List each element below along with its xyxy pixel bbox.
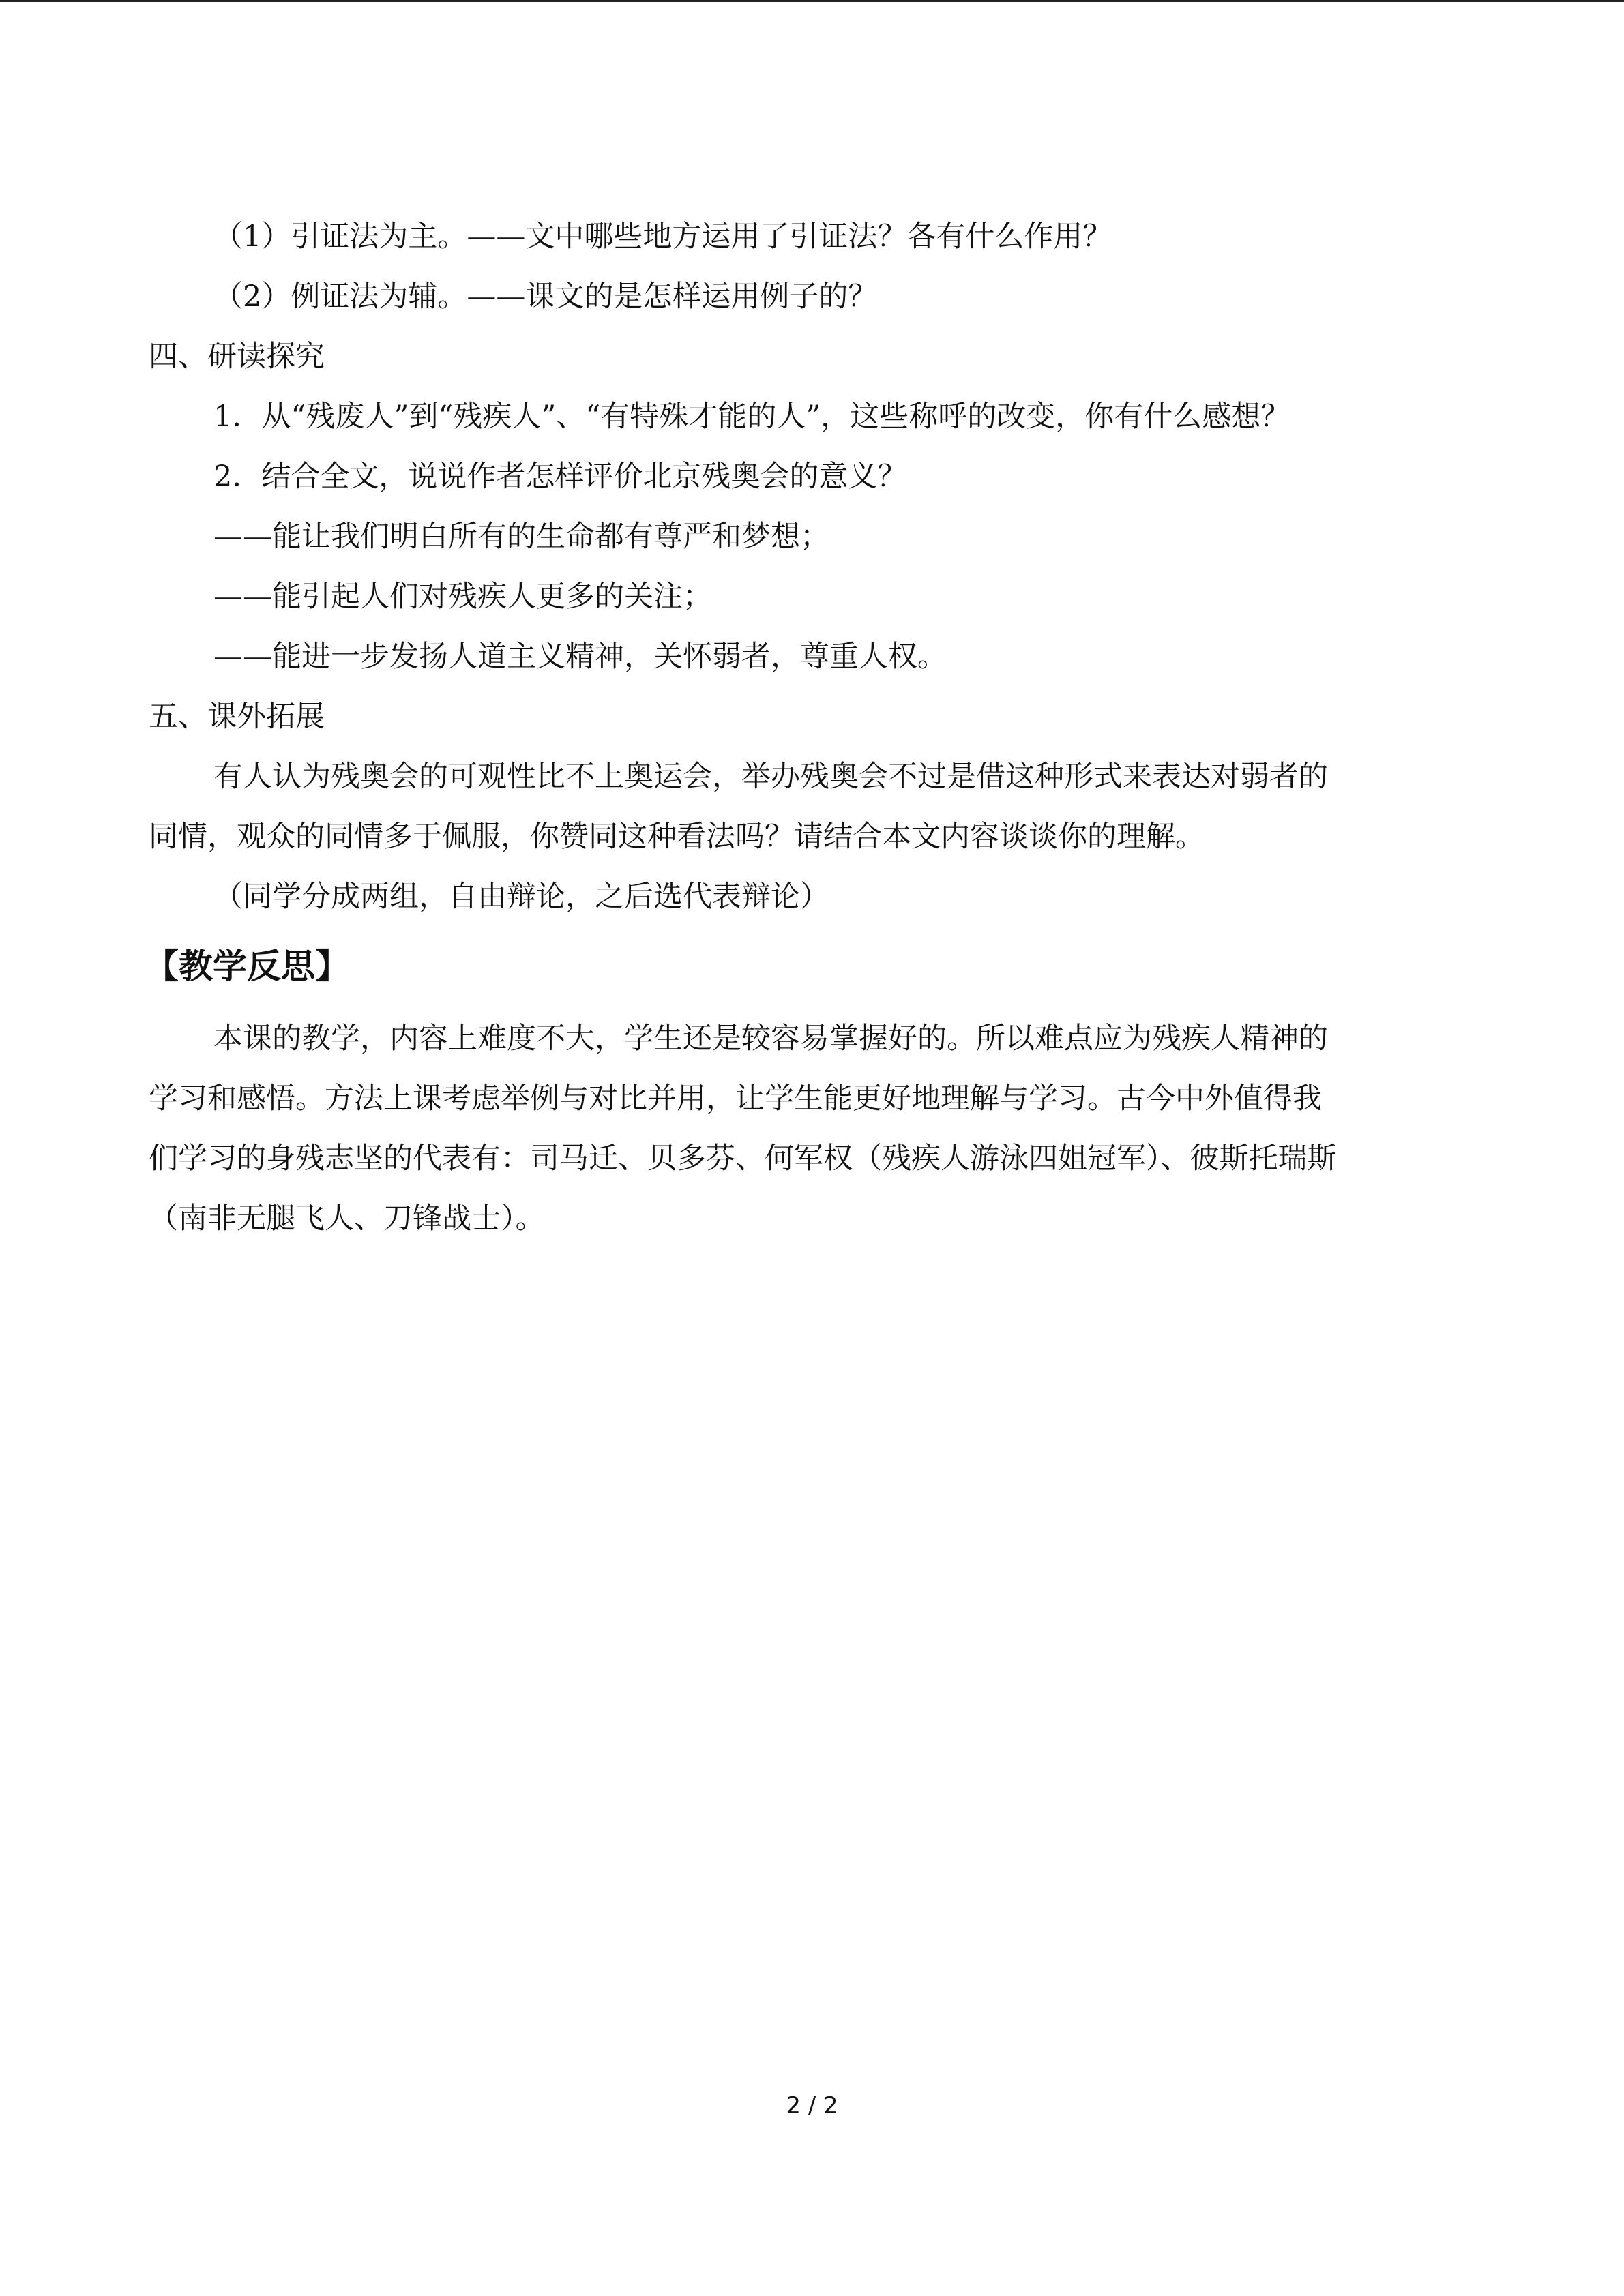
reflection-line-3: 们学习的身残志坚的代表有：司马迁、贝多芬、何军权（残疾人游泳四姐冠军）、彼斯托瑞斯: [149, 1142, 1337, 1176]
extension-note: （同学分成两组，自由辩论，之后选代表辩论）: [213, 880, 829, 914]
reflection-line-4: （南非无腿飞人、刀锋战士）。: [149, 1202, 545, 1236]
document-body: [145, 207, 1479, 1249]
answer-point-2: ——能引起人们对残疾人更多的关注；: [213, 580, 712, 614]
page-number: 2 / 2: [786, 2092, 838, 2119]
method-line-1: （1）引证法为主。——文中哪些地方运用了引证法？各有什么作用？: [213, 220, 1112, 254]
answer-point-3: ——能进一步发扬人道主义精神，关怀弱者，尊重人权。: [213, 640, 947, 674]
question-1: 1．从“残废人”到“残疾人”、“有特殊才能的人”，这些称呼的改变，你有什么感想？: [213, 400, 1290, 434]
section-heading-research: 四、研读探究: [149, 340, 325, 374]
extension-paragraph-line-1: 有人认为残奥会的可观性比不上奥运会，举办残奥会不过是借这种形式来表达对弱者的: [213, 760, 1328, 794]
answer-point-1: ——能让我们明白所有的生命都有尊严和梦想；: [213, 520, 829, 554]
question-2: 2．结合全文，说说作者怎样评价北京残奥会的意义？: [213, 460, 907, 494]
extension-paragraph-line-2: 同情，观众的同情多于佩服，你赞同这种看法吗？请结合本文内容谈谈你的理解。: [149, 820, 1205, 854]
reflection-line-1: 本课的教学，内容上难度不大，学生还是较容易掌握好的。所以难点应为残疾人精神的: [213, 1022, 1328, 1056]
reflection-line-2: 学习和感悟。方法上课考虑举例与对比并用，让学生能更好地理解与学习。古今中外值得我: [149, 1082, 1322, 1116]
top-border-rule: [0, 0, 1624, 2]
reflection-heading: 【教学反思】: [145, 946, 349, 986]
section-heading-extension: 五、课外拓展: [149, 700, 325, 734]
method-line-2: （2）例证法为辅。——课文的是怎样运用例子的？: [213, 280, 878, 314]
